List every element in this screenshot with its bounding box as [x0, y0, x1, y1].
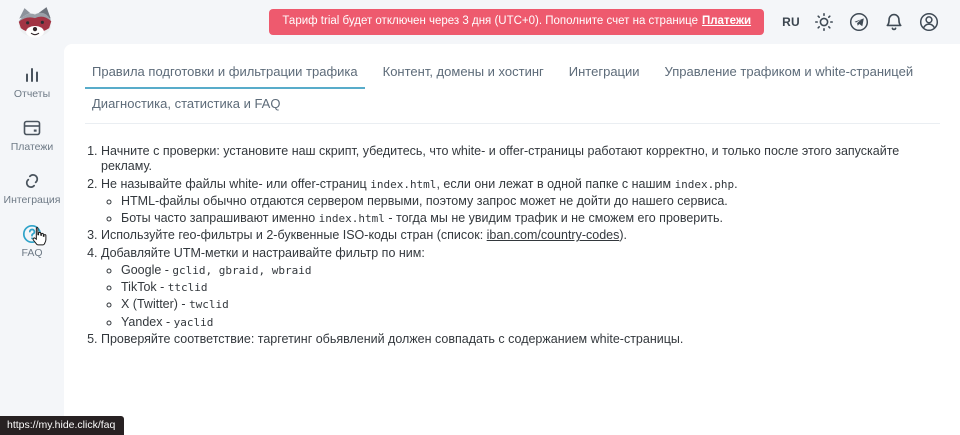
status-url-tooltip: https://my.hide.click/faq [0, 416, 124, 435]
faq-text: Используйте гео-фильтры и 2-буквенные ISO-коды стран (список: [101, 228, 487, 243]
inline-code: index.php [674, 177, 735, 191]
faq-list [84, 144, 936, 347]
faq-item [101, 246, 936, 330]
faq-sublist [101, 263, 936, 330]
profile-icon[interactable] [918, 11, 940, 33]
trial-banner-text: Тариф trial будет отключен через 3 дня (UTC+0). Пополните счет на странице [282, 15, 698, 28]
sidebar [0, 44, 64, 435]
faq-subitem [121, 280, 936, 295]
trial-banner [269, 9, 764, 35]
faq-text: Начните с проверки: установите наш скрипт, убедитесь, что white- и offer-страницы работают корректно, и только после этого запускайте рекламу. [101, 144, 900, 174]
sidebar-item-label: Интеграция [3, 194, 61, 206]
tab-content-hosting[interactable]: Контент, домены и хостинг [382, 64, 544, 79]
bar-chart-icon [21, 64, 43, 86]
topbar [0, 0, 960, 44]
faq-subitem [121, 211, 936, 226]
faq-subitem [121, 315, 936, 330]
tab-bar [85, 57, 940, 124]
sidebar-item-label: Отчеты [13, 88, 51, 100]
faq-subitem [121, 194, 936, 209]
faq-text: . [734, 176, 738, 191]
tab-rules[interactable]: Правила подготовки и фильтрации трафика [85, 57, 365, 89]
faq-subitem [121, 263, 936, 278]
wallet-icon [21, 117, 43, 139]
main-panel [64, 44, 960, 435]
inline-code: gclid, gbraid, wbraid [172, 263, 312, 277]
inline-code: index.html [318, 212, 385, 225]
faq-text: HTML-файлы обычно отдаются сервером первыми, поэтому запрос может не дойти до нашего сервиса. [121, 193, 728, 208]
inline-code: index.html [370, 177, 437, 191]
tab-integrations[interactable]: Интеграции [568, 64, 640, 79]
faq-text: ). [619, 228, 627, 243]
hide-click-logo-raccoon-icon[interactable] [14, 5, 56, 39]
faq-sublist [101, 194, 936, 227]
inline-code: twclid [189, 298, 229, 312]
faq-text: , если они лежат в одной папке с нашим [436, 176, 675, 191]
tab-traffic-white[interactable]: Управление трафиком и white-страницей [664, 64, 914, 79]
faq-text: Проверяйте соответствие: таргетинг обьявлений должен совпадать с содержанием white-страницы. [101, 331, 684, 346]
faq-text: Добавляйте UTM-метки и настраивайте фильтр по ним: [101, 245, 425, 260]
sidebar-item-payments[interactable] [0, 115, 64, 155]
language-selector[interactable]: RU [782, 15, 800, 29]
external-link[interactable]: iban.com/country-codes [486, 228, 620, 243]
notifications-bell-icon[interactable] [883, 11, 905, 33]
inline-code: yaclid [173, 315, 214, 329]
sidebar-item-label: FAQ [21, 247, 43, 259]
sidebar-item-label: Платежи [10, 141, 54, 153]
faq-item [101, 177, 936, 227]
faq-text: Не называйте файлы white- или offer-страниц [101, 176, 371, 191]
topbar-actions [782, 11, 940, 33]
faq-content [64, 124, 960, 347]
faq-text: - тогда мы не увидим трафик и не сможем его проверить. [384, 211, 723, 225]
faq-text: Боты часто запрашивают именно [121, 211, 319, 225]
faq-item [101, 228, 936, 243]
sidebar-item-integration[interactable] [0, 168, 64, 208]
banner-payments-link[interactable]: Платежи [701, 15, 752, 28]
faq-item [101, 144, 936, 175]
question-circle-icon [21, 223, 43, 245]
sidebar-item-reports[interactable] [0, 62, 64, 102]
sidebar-item-faq[interactable] [0, 221, 64, 261]
faq-subitem [121, 297, 936, 312]
faq-text: X (Twitter) - [121, 297, 190, 312]
tab-diagnostics[interactable]: Диагностика, статистика и FAQ [92, 96, 281, 111]
faq-text: Google - [121, 262, 173, 277]
faq-item [101, 332, 936, 347]
inline-code: ttclid [167, 281, 208, 294]
faq-text: Yandex - [121, 314, 174, 329]
faq-text: TikTok - [121, 280, 168, 294]
link-icon [21, 170, 43, 192]
telegram-icon[interactable] [848, 11, 870, 33]
theme-sun-icon[interactable] [813, 11, 835, 33]
